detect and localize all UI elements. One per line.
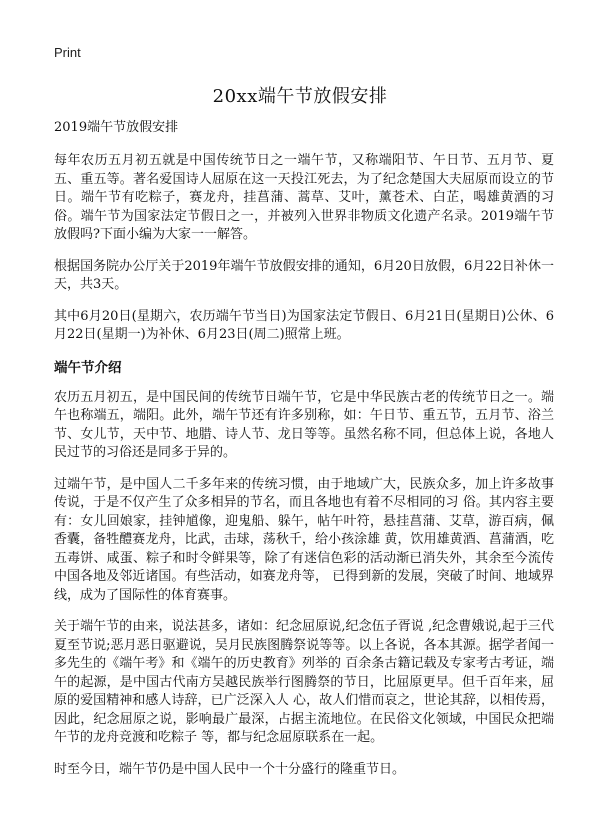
intro-paragraph: 每年农历五月初五就是中国传统节日之一端午节，又称端阳节、午日节、五月节、夏五、重五等。著名爱国诗人屈原在这一天投江死去，为了纪念楚国大夫屈原而设立的节日。端午节有吃粽子，赛龙舟，挂菖蒲、蒿草、艾叶，薰苍术、白芷，喝雄黄酒的习俗。端午节为国家法定节假日之一，并被列入世界非物质文化遗产名录。2019端午节放假吗?下面小编为大家一一解答。 [54, 153, 554, 242]
article-body [54, 118, 554, 792]
notice-paragraph: 根据国务院办公厅关于2019年端午节放假安排的通知，6月20日放假，6月22日补休一天，共3天。 [54, 258, 554, 292]
schedule-paragraph: 其中6月20日(星期六，农历端午节当日)为国家法定节假日、6月21日(星期日)公休、6月22日(星期一)为补休、6月23日(周二)照常上班。 [54, 308, 554, 342]
section-heading: 端午节介绍 [54, 359, 122, 376]
origin-paragraph: 关于端午节的由来，说法甚多，诸如：纪念屈原说,纪念伍子胥说 ,纪念曹娥说,起于三代夏至节说;恶月恶日驱避说，吴月民族图腾祭说等等。以上各说，各本其源。据学者闻一多先生的《端午考》和《端午的历史教育》列举的 百余条古籍记载及专家考古考证，端午的起源，是中国古代南方吴越民族举行图腾祭的节日，比屈原更早。但千百年来，屈原的爱国精神和感人诗辞，已广泛深入人 心，故人们惜而哀之，世论其辞，以相传焉，因此，纪念屈原之说，影响最广最深，占据主流地位。在民俗文化领域，中国民众把端午节的龙舟竞渡和吃粽子 等，都与纪念屈原联系在一起。 [54, 619, 554, 745]
page-title: 20xx端午节放假安排 [212, 86, 388, 107]
article-subtitle: 2019端午节放假安排 [54, 120, 179, 135]
festival-intro-paragraph: 农历五月初五，是中国民间的传统节日端午节，它是中华民族古老的传统节日之一。端午也称端五，端阳。此外，端午节还有许多别称，如：午日节、重五节，五月节、浴兰节、女儿节，天中节、地腊、诗人节、龙日等等。虽然名称不同，但总体上说，各地人民过节的习俗还是同多于异的。 [54, 389, 554, 460]
print-link[interactable]: Print [54, 45, 81, 60]
closing-paragraph: 时至今日，端午节仍是中国人民中一个十分盛行的隆重节日。 [54, 761, 406, 777]
customs-paragraph: 过端午节，是中国人二千多年来的传统习惯，由于地域广大，民族众多，加上许多故事传说，于是不仅产生了众多相异的节名，而且各地也有着不尽相同的习 俗。其内容主要有：女儿回娘家，挂钟馗像，迎鬼船、躲午，帖午叶符，悬挂菖蒲、艾草，游百病，佩香囊，备牲醴赛龙舟，比武，击球，荡秋千，给小孩涂雄 黄，饮用雄黄酒、菖蒲酒，吃五毒饼、咸蛋、粽子和时令鲜果等，除了有迷信色彩的活动渐已消失外，其余至今流传中国各地及邻近诸国。有些活动，如赛龙舟等， 已得到新的发展，突破了时间、地域界线，成为了国际性的体育赛事。 [54, 476, 554, 603]
